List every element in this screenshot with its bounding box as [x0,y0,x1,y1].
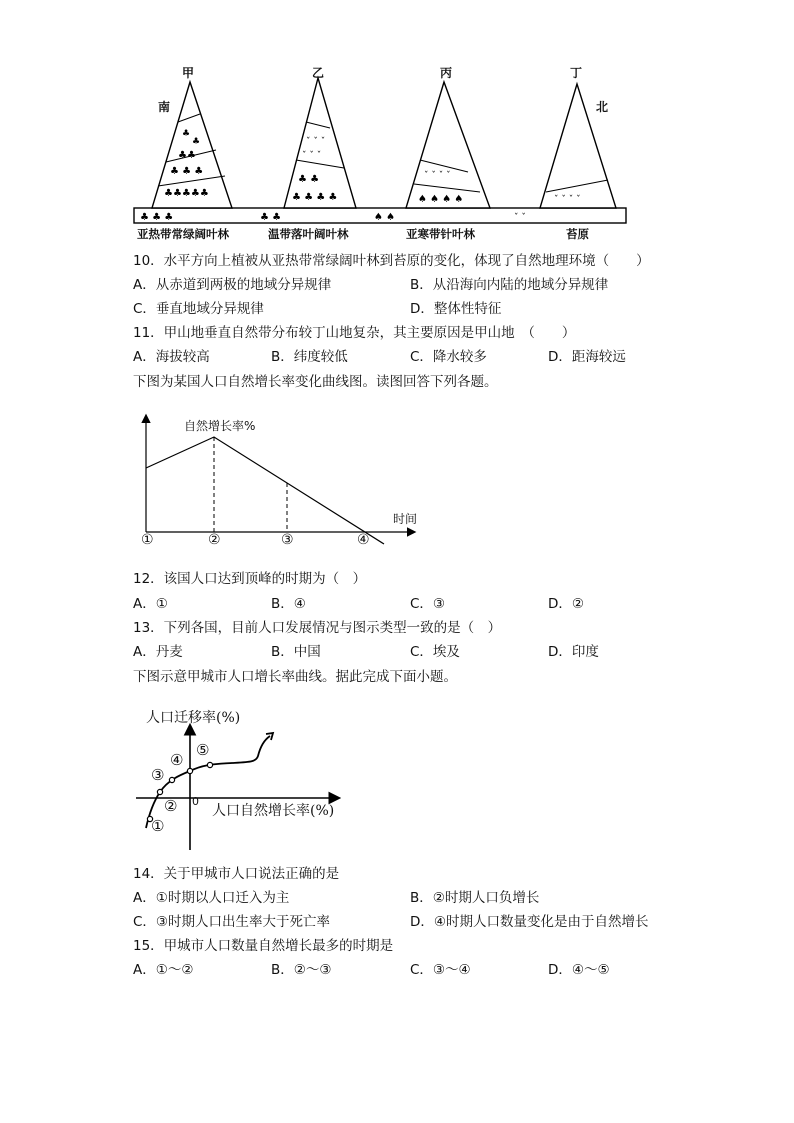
question-13-option-d[interactable]: D．印度 [548,644,599,660]
growth-point-3: ③ [281,532,294,548]
question-14-option-c[interactable]: C．③时期人口出生率大于死亡率 [133,914,331,930]
migration-point-3: ③ [151,766,165,784]
question-10-stem: 10．水平方向上植被从亚热带常绿阔叶林到苔原的变化，体现了自然地理环境（ ） [133,253,650,269]
migration-point-2: ② [164,797,178,815]
svg-text:♠ ♠ ♠ ♠: ♠ ♠ ♠ ♠ [418,194,464,205]
svg-text:ˇ ˇ ˇ ˇ: ˇ ˇ ˇ ˇ [554,195,581,205]
mountain-yi [284,78,356,208]
base-label-1: 亚热带常绿阔叶林 [137,227,229,241]
svg-text:♠ ♠: ♠ ♠ [374,212,396,223]
question-15-option-b[interactable]: B．②～③ [271,962,332,978]
growth-point-1: ① [141,532,154,548]
migration-point-5: ⑤ [196,741,210,759]
question-13-stem: 13．下列各国，目前人口发展情况与图示类型一致的是（ ） [133,620,502,636]
svg-text:ˇ ˇ ˇ ˇ: ˇ ˇ ˇ ˇ [424,171,451,181]
growth-chart-ylabel: 自然增长率% [184,419,256,433]
question-13-option-a[interactable]: A．丹麦 [133,644,183,660]
question-14-option-a[interactable]: A．①时期以人口迁入为主 [133,890,290,906]
question-11-stem: 11．甲山地垂直自然带分布较丁山地复杂，其主要原因是甲山地 （ ） [133,325,576,341]
question-10-option-a[interactable]: A．从赤道到两极的地域分异规律 [133,277,332,293]
growth-curve [146,437,384,544]
mountain-vegetation-figure [130,62,630,244]
svg-text:ˇ ˇ: ˇ ˇ [514,213,526,223]
question-11-option-b[interactable]: B．纬度较低 [271,349,348,365]
question-13-option-b[interactable]: B．中国 [271,644,321,660]
migration-chart-xlabel: 人口自然增长率(%) [212,803,335,819]
svg-text:♣ ♣ ♣: ♣ ♣ ♣ [140,212,174,223]
question-11-option-d[interactable]: D．距海较远 [548,349,626,365]
svg-text:♣♣♣♣♣: ♣♣♣♣♣ [164,188,209,199]
svg-text:ˇ ˇ ˇ: ˇ ˇ ˇ [302,151,322,161]
peak-label-ding: 丁 [570,66,583,80]
question-12-option-d[interactable]: D．② [548,596,584,612]
peak-label-bing: 丙 [440,66,453,80]
peak-label-jia: 甲 [182,66,195,80]
growth-chart-xlabel: 时间 [393,512,418,526]
base-label-3: 亚寒带针叶林 [406,227,475,241]
question-12-option-a[interactable]: A．① [133,596,168,612]
migration-point-1: ① [151,817,165,835]
growth-point-2: ② [208,532,221,548]
question-10-option-d[interactable]: D．整体性特征 [410,301,502,317]
svg-text:ˇ ˇ ˇ: ˇ ˇ ˇ [306,137,326,147]
mountain-bing [406,82,490,208]
question-14-option-d[interactable]: D．④时期人口数量变化是由于自然增长 [410,914,649,930]
svg-text:♣ ♣: ♣ ♣ [260,212,282,223]
base-label-4: 苔原 [566,227,589,241]
question-15-option-d[interactable]: D．④～⑤ [548,962,610,978]
question-12-stem: 12．该国人口达到顶峰的时期为（ ） [133,571,367,587]
question-10-option-b[interactable]: B．从沿海向内陆的地域分异规律 [410,277,609,293]
south-label: 南 [158,100,171,114]
svg-text:♣ ♣: ♣ ♣ [298,174,320,185]
question-11-option-a[interactable]: A．海拔较高 [133,349,210,365]
svg-text:♣ ♣ ♣: ♣ ♣ ♣ [170,166,204,177]
growth-point-4: ④ [357,532,370,548]
migration-origin: 0 [192,795,199,808]
question-13-option-c[interactable]: C．埃及 [410,644,460,660]
question-14-option-b[interactable]: B．②时期人口负增长 [410,890,540,906]
intro-text-2: 下图示意甲城市人口增长率曲线。据此完成下面小题。 [133,669,457,685]
question-11-option-c[interactable]: C．降水较多 [410,349,487,365]
svg-text:♣ ♣ ♣ ♣: ♣ ♣ ♣ ♣ [292,192,338,203]
question-15-stem: 15．甲城市人口数量自然增长最多的时期是 [133,938,394,954]
north-label: 北 [596,100,609,114]
question-12-option-b[interactable]: B．④ [271,596,306,612]
intro-text-1: 下图为某国人口自然增长率变化曲线图。读图回答下列各题。 [133,374,498,390]
peak-label-yi: 乙 [312,66,325,80]
svg-text:♣♣: ♣♣ [178,150,196,161]
question-15-option-c[interactable]: C．③～④ [410,962,471,978]
natural-growth-chart [132,408,422,558]
migration-chart-ylabel: 人口迁移率(%) [146,710,241,726]
svg-text:♣: ♣ [182,129,191,139]
base-label-2: 温带落叶阔叶林 [268,227,349,241]
svg-text:♣: ♣ [192,137,201,147]
question-10-option-c[interactable]: C．垂直地域分异规律 [133,301,264,317]
question-14-stem: 14．关于甲城市人口说法正确的是 [133,866,340,882]
question-12-option-c[interactable]: C．③ [410,596,446,612]
migration-point-4: ④ [170,751,184,769]
question-15-option-a[interactable]: A．①～② [133,962,194,978]
